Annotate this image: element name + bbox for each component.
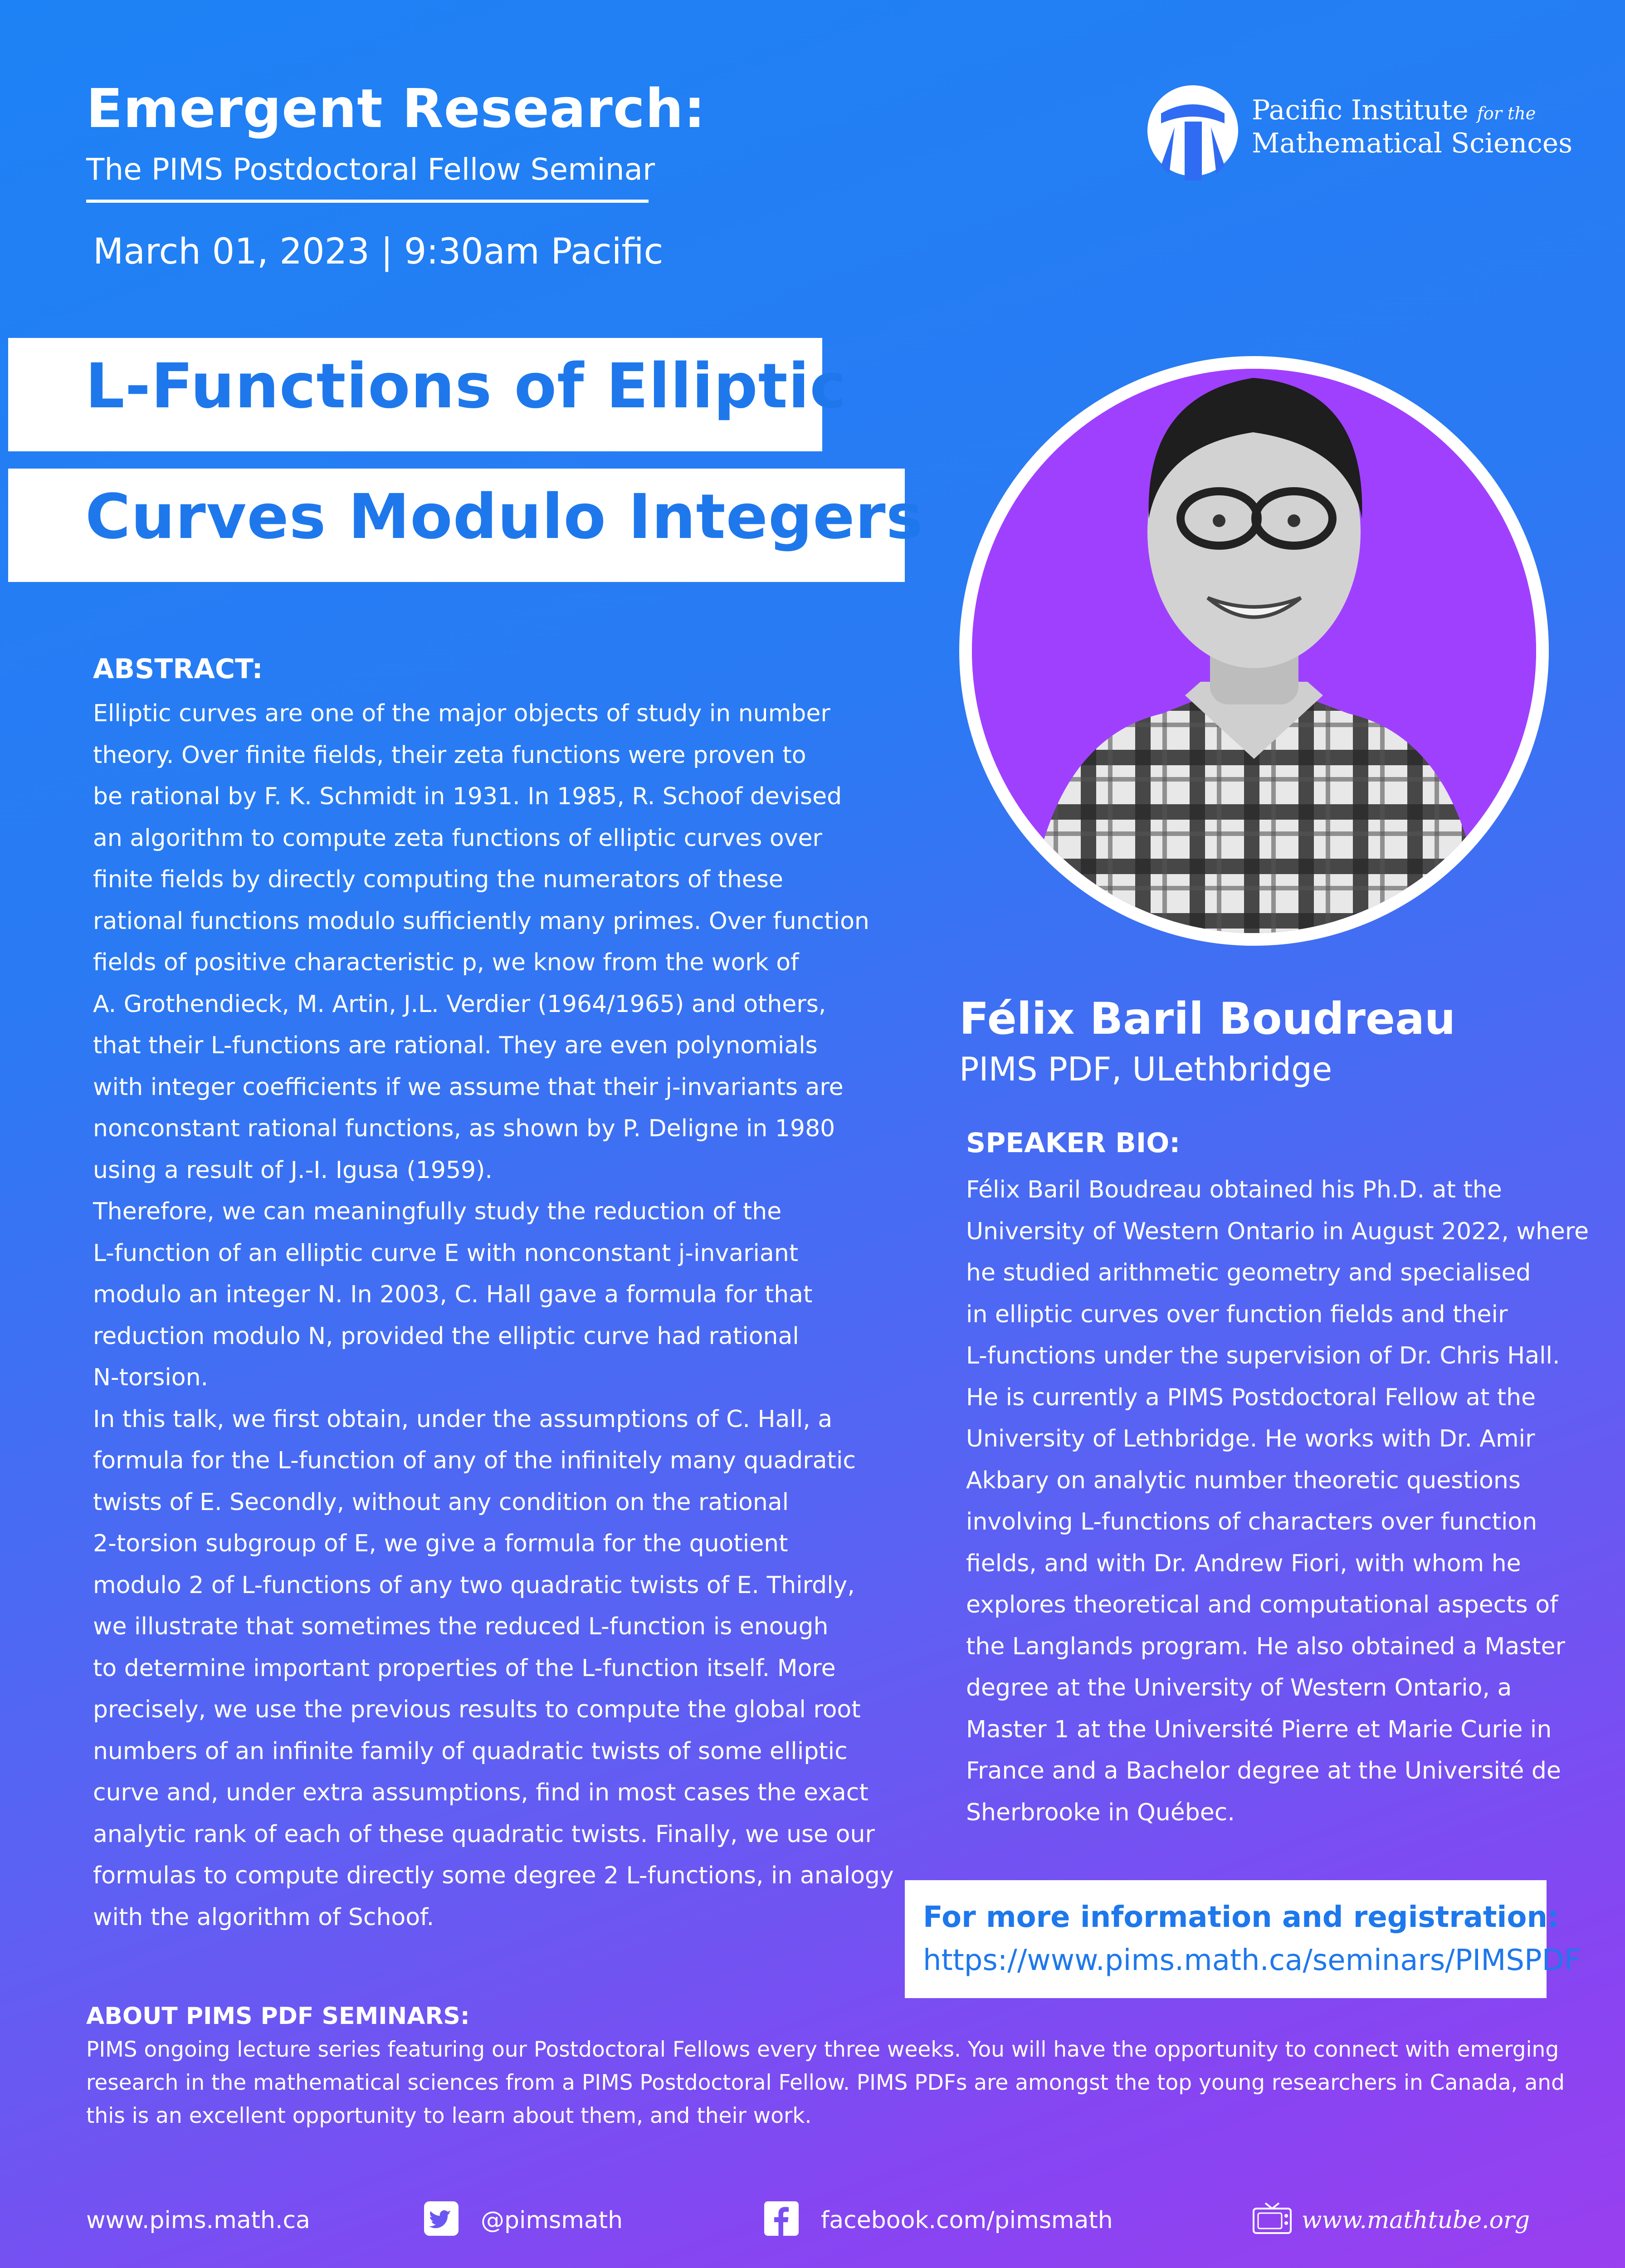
bio-line: Félix Baril Boudreau obtained his Ph.D. at the bbox=[966, 1176, 1502, 1203]
speaker-name: Félix Baril Boudreau bbox=[959, 993, 1456, 1044]
abstract-line: 2-torsion subgroup of E, we give a formula for the quotient bbox=[93, 1530, 788, 1557]
bio-line: degree at the University of Western Ontario, a bbox=[966, 1674, 1512, 1701]
abstract-line: A. Grothendieck, M. Artin, J.L. Verdier (1964/1965) and others, bbox=[93, 990, 826, 1018]
twitter-icon[interactable] bbox=[424, 2201, 459, 2236]
abstract-line: formulas to compute directly some degree 2 L-functions, in analogy bbox=[93, 1862, 894, 1889]
speaker-bio-heading: SPEAKER BIO: bbox=[966, 1127, 1181, 1159]
institute-name-for-the: for the bbox=[1477, 103, 1536, 123]
speaker-affiliation: PIMS PDF, ULethbridge bbox=[959, 1050, 1332, 1088]
bio-line: Sherbrooke in Québec. bbox=[966, 1799, 1235, 1826]
footer-website-link[interactable]: www.pims.math.ca bbox=[86, 2207, 310, 2234]
abstract-line: an algorithm to compute zeta functions of elliptic curves over bbox=[93, 824, 822, 852]
abstract-line: Therefore, we can meaningfully study the reduction of the bbox=[93, 1198, 782, 1225]
abstract-line: finite fields by directly computing the numerators of these bbox=[93, 866, 783, 893]
talk-title-box-1 bbox=[8, 338, 847, 451]
abstract-line: to determine important properties of the L-function itself. More bbox=[93, 1654, 836, 1682]
abstract-line: using a result of J.-I. Igusa (1959). bbox=[93, 1156, 493, 1184]
abstract-line: we illustrate that sometimes the reduced L-function is enough bbox=[93, 1613, 829, 1640]
bio-line: France and a Bachelor degree at the Université de bbox=[966, 1757, 1561, 1784]
bio-line: involving L-functions of characters over function bbox=[966, 1508, 1537, 1535]
abstract-line: fields of positive characteristic p, we know from the work of bbox=[93, 949, 799, 976]
bio-line: University of Western Ontario in August 2022, where bbox=[966, 1217, 1589, 1245]
about-body bbox=[86, 2033, 1565, 2132]
institute-name-line1: Pacific Institute bbox=[1252, 94, 1469, 126]
speaker-photo bbox=[972, 369, 1536, 933]
bio-line: University of Lethbridge. He works with Dr. Amir bbox=[966, 1425, 1535, 1452]
abstract-line: Elliptic curves are one of the major objects of study in number bbox=[93, 700, 830, 727]
abstract-line: curve and, under extra assumptions, find in most cases the exact bbox=[93, 1779, 869, 1806]
tv-icon[interactable] bbox=[1252, 2201, 1293, 2236]
bio-line: Akbary on analytic number theoretic questions bbox=[966, 1466, 1521, 1494]
about-line: research in the mathematical sciences from a PIMS Postdoctoral Fellow. PIMS PDFs are amongst the top young researchers in Canada, and bbox=[86, 2070, 1565, 2095]
bio-line: fields, and with Dr. Andrew Fiori, with whom he bbox=[966, 1549, 1521, 1577]
about-heading: ABOUT PIMS PDF SEMINARS: bbox=[86, 2003, 470, 2030]
abstract-line: N-torsion. bbox=[93, 1364, 209, 1391]
abstract-line: precisely, we use the previous results to compute the global root bbox=[93, 1696, 861, 1723]
bio-line: he studied arithmetic geometry and specialised bbox=[966, 1259, 1531, 1286]
abstract-line: reduction modulo N, provided the elliptic curve had rational bbox=[93, 1322, 799, 1350]
abstract-line: with the algorithm of Schoof. bbox=[93, 1903, 434, 1931]
bio-line: L-functions under the supervision of Dr. Chris Hall. bbox=[966, 1342, 1560, 1369]
bio-line: in elliptic curves over function fields and their bbox=[966, 1300, 1508, 1328]
registration-box bbox=[905, 1880, 1547, 1998]
event-date-time: March 01, 2023 | 9:30am Pacific bbox=[93, 231, 664, 272]
footer-facebook-link[interactable]: facebook.com/pimsmath bbox=[821, 2207, 1113, 2234]
abstract-line: modulo an integer N. In 2003, C. Hall gave a formula for that bbox=[93, 1281, 813, 1308]
about-line: this is an excellent opportunity to learn about them, and their work. bbox=[86, 2103, 812, 2128]
abstract-line: modulo 2 of L-functions of any two quadratic twists of E. Thirdly, bbox=[93, 1571, 855, 1599]
abstract-line: that their L-functions are rational. They are even polynomials bbox=[93, 1032, 818, 1059]
abstract-line: nonconstant rational functions, as shown by P. Deligne in 1980 bbox=[93, 1115, 835, 1142]
abstract-line: twists of E. Secondly, without any condition on the rational bbox=[93, 1488, 789, 1516]
abstract-line: formula for the L-function of any of the infinitely many quadratic bbox=[93, 1447, 856, 1474]
abstract-line: analytic rank of each of these quadratic twists. Finally, we use our bbox=[93, 1820, 875, 1848]
abstract-line: numbers of an infinite family of quadratic twists of some elliptic bbox=[93, 1737, 848, 1765]
bio-line: explores theoretical and computational aspects of bbox=[966, 1591, 1558, 1618]
institute-name-line2: Mathematical Sciences bbox=[1252, 127, 1573, 159]
bio-line: He is currently a PIMS Postdoctoral Fellow at the bbox=[966, 1383, 1536, 1411]
talk-title-line1: L-Functions of Elliptic bbox=[85, 351, 847, 422]
institute-name bbox=[1252, 95, 1572, 158]
divider bbox=[86, 200, 649, 203]
abstract-line: theory. Over finite fields, their zeta functions were proven to bbox=[93, 741, 806, 769]
abstract-line: In this talk, we first obtain, under the assumptions of C. Hall, a bbox=[93, 1405, 833, 1433]
series-title: Emergent Research: bbox=[86, 77, 706, 140]
abstract-body bbox=[93, 693, 894, 1938]
abstract-heading: ABSTRACT: bbox=[93, 653, 263, 685]
about-line: PIMS ongoing lecture series featuring our Postdoctoral Fellows every three weeks. You will have the opportunity to connect with emerging bbox=[86, 2037, 1559, 2062]
talk-title-line2: Curves Modulo Integers bbox=[85, 481, 923, 553]
talk-title-box-2 bbox=[8, 469, 923, 582]
abstract-line: be rational by F. K. Schmidt in 1931. In 1985, R. Schoof devised bbox=[93, 783, 842, 810]
bio-line: Master 1 at the Université Pierre et Marie Curie in bbox=[966, 1716, 1552, 1743]
series-subtitle: The PIMS Postdoctoral Fellow Seminar bbox=[86, 152, 655, 187]
speaker-bio-body bbox=[966, 1169, 1589, 1833]
registration-link[interactable]: https://www.pims.math.ca/seminars/PIMSPDF bbox=[923, 1944, 1581, 1977]
bio-line: the Langlands program. He also obtained a Master bbox=[966, 1633, 1565, 1660]
registration-title: For more information and registration: bbox=[923, 1901, 1559, 1934]
footer-mathtube-link[interactable]: www.mathtube.org bbox=[1302, 2207, 1530, 2234]
abstract-line: L-function of an elliptic curve E with nonconstant j-invariant bbox=[93, 1239, 799, 1267]
abstract-line: rational functions modulo sufficiently many primes. Over function bbox=[93, 907, 869, 935]
footer-twitter-link[interactable]: @pimsmath bbox=[481, 2207, 623, 2234]
abstract-line: with integer coefficients if we assume that their j-invariants are bbox=[93, 1073, 844, 1101]
facebook-icon[interactable] bbox=[764, 2201, 799, 2236]
